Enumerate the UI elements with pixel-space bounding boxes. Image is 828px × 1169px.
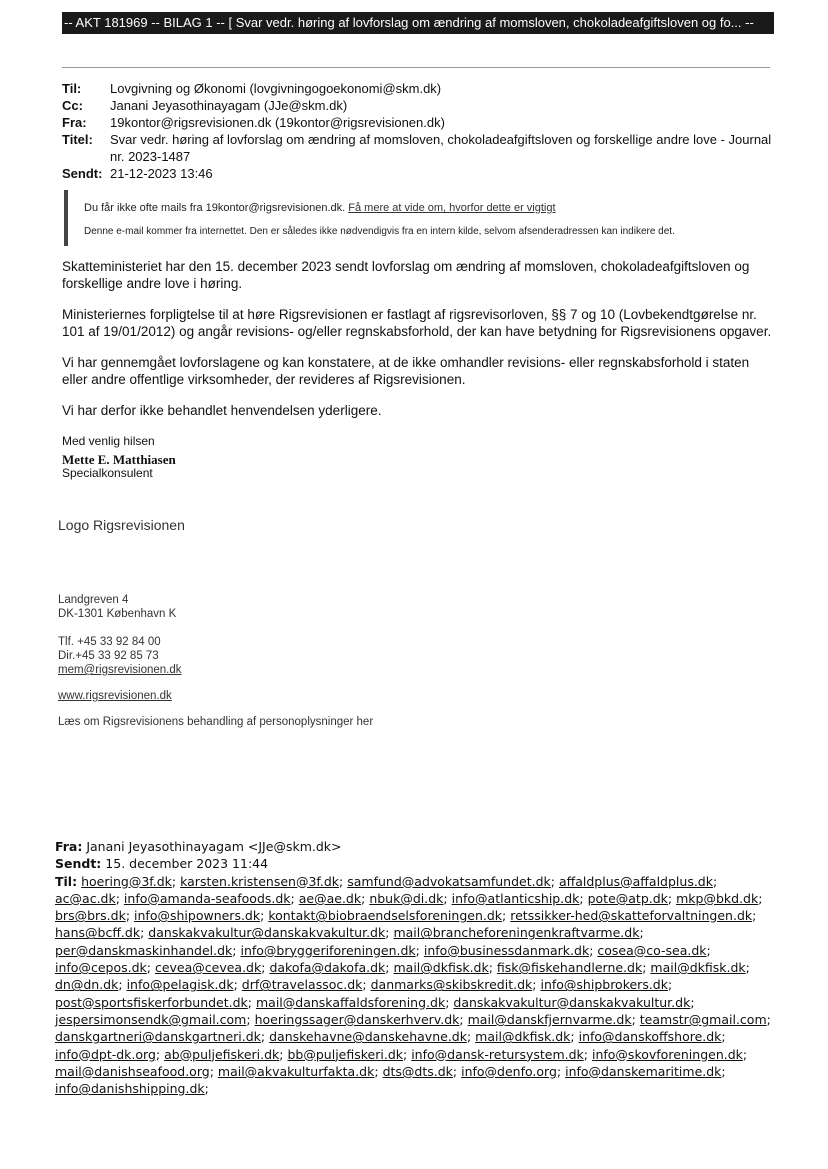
- notice-learn-more-link[interactable]: Få mere at vide om, hvorfor dette er vigtigt: [348, 202, 556, 214]
- recipient-email[interactable]: ac@ac.dk: [55, 890, 116, 906]
- phone: Tlf. +45 33 92 84 00: [58, 636, 161, 648]
- recipient-email[interactable]: mail@dkfisk.dk: [475, 1029, 571, 1045]
- fwd-from-row: [55, 838, 775, 855]
- recipient-email[interactable]: per@danskmaskinhandel.dk: [55, 942, 233, 958]
- body-paragraph-3: Vi har gennemgået lovforslagene og kan konstatere, at de ikke omhandler revisions- eller regnskabsforhold i staten eller andre offentlige virksomheder, der revideres af Rigsrevisionen.: [62, 355, 750, 387]
- recipient-email[interactable]: info@atlanticship.dk: [451, 890, 580, 906]
- to-row: [62, 80, 782, 97]
- recipient-email[interactable]: cosea@co-sea.dk: [597, 942, 707, 958]
- notice-text: Du får ikke ofte mails fra 19kontor@rigsrevisionen.dk.: [84, 202, 346, 214]
- logo-placeholder: Logo Rigsrevisionen: [58, 517, 185, 533]
- body-paragraph-4: Vi har derfor ikke behandlet henvendelsen yderligere.: [62, 403, 382, 418]
- cc-label: Cc:: [62, 98, 83, 113]
- recipient-email[interactable]: kontakt@biobraendselsforeningen.dk: [268, 908, 503, 924]
- recipient-email[interactable]: samfund@advokatsamfundet.dk: [347, 873, 551, 889]
- recipient-email[interactable]: danskehavne@danskehavne.dk: [269, 1029, 467, 1045]
- recipient-email[interactable]: retssikker-hed@skatteforvaltningen.dk: [510, 908, 753, 924]
- recipient-email[interactable]: mail@akvakulturfakta.dk: [217, 1063, 375, 1079]
- forwarded-header: [55, 838, 775, 1097]
- recipient-email[interactable]: mail@dkfisk.dk: [393, 960, 489, 976]
- recipient-email[interactable]: info@shipowners.dk: [134, 908, 261, 924]
- sent-value: 21-12-2023 13:46: [110, 166, 213, 181]
- fwd-to-label: Til:: [55, 873, 78, 889]
- recipient-email[interactable]: info@pelagisk.dk: [126, 977, 234, 993]
- recipient-email[interactable]: danskakvakultur@danskakvakultur.dk: [453, 994, 691, 1010]
- signature-title: Specialkonsulent: [62, 466, 153, 480]
- signature-address: [58, 593, 373, 729]
- recipient-email[interactable]: info@denfo.org: [461, 1063, 557, 1079]
- recipient-email[interactable]: dn@dn.dk: [55, 977, 119, 993]
- recipient-email[interactable]: danskakvakultur@danskakvakultur.dk: [148, 925, 386, 941]
- recipient-email[interactable]: bb@puljefiskeri.dk: [287, 1046, 403, 1062]
- privacy-link[interactable]: Læs om Rigsrevisionens behandling af personoplysninger her: [58, 716, 374, 728]
- from-row: [62, 114, 782, 131]
- body-paragraph-2: Ministeriernes forpligtelse til at høre Rigsrevisionen er fastlagt af rigsrevisorloven, §§ 7 og 10 (Lovbekendtgørelse nr. 101 af 19/01/2012) og angår revisions- og/eller regnskabsforhold, der kan have betydning for Rigsrevisionens opgaver.: [62, 307, 772, 339]
- recipient-email[interactable]: mail@danskaffaldsforening.dk: [256, 994, 446, 1010]
- email-header: [62, 80, 782, 182]
- cc-value: Janani Jeyasothinayagam (JJe@skm.dk): [110, 98, 348, 113]
- recipient-email[interactable]: ab@puljefiskeri.dk: [164, 1046, 280, 1062]
- divider: [62, 67, 770, 68]
- fwd-sent-value: 15. december 2023 11:44: [105, 856, 269, 872]
- greeting: Med venlig hilsen: [62, 434, 155, 448]
- recipient-email[interactable]: danskgartneri@danskgartneri.dk: [55, 1029, 261, 1045]
- recipient-email[interactable]: info@dansk-retursystem.dk: [411, 1046, 584, 1062]
- recipient-email[interactable]: cevea@cevea.dk: [154, 960, 262, 976]
- notice-line-1: [84, 202, 764, 214]
- recipient-email[interactable]: danmarks@skibskredit.dk: [370, 977, 533, 993]
- external-sender-notice: [64, 190, 764, 246]
- title-value: Svar vedr. høring af lovforslag om ændring af momsloven, chokoladeafgiftsloven og forskellige andre love - Journal nr. 2023-1487: [110, 132, 772, 164]
- recipient-email[interactable]: info@dpt-dk.org: [55, 1046, 156, 1062]
- recipient-email[interactable]: info@danskoffshore.dk: [578, 1029, 722, 1045]
- recipient-email[interactable]: info@amanda-seafoods.dk: [123, 890, 291, 906]
- fwd-from-label: Fra:: [55, 839, 83, 854]
- recipient-email[interactable]: affaldplus@affaldplus.dk: [558, 873, 713, 889]
- recipient-email[interactable]: info@cepos.dk: [55, 960, 147, 976]
- recipient-email[interactable]: drf@travelassoc.dk: [241, 977, 363, 993]
- from-label: Fra:: [62, 115, 87, 130]
- to-value: Lovgivning og Økonomi (lovgivningogoekonomi@skm.dk): [110, 81, 442, 96]
- sent-row: [62, 165, 782, 182]
- recipient-email[interactable]: post@sportsfiskerforbundet.dk: [55, 994, 248, 1010]
- website-link[interactable]: www.rigsrevisionen.dk: [58, 690, 172, 702]
- recipient-email[interactable]: info@danskemaritime.dk: [565, 1063, 722, 1079]
- recipient-email[interactable]: mkp@bkd.dk: [676, 890, 759, 906]
- email-body: [62, 258, 774, 464]
- recipient-email[interactable]: teamstr@gmail.com: [639, 1011, 767, 1027]
- recipient-email[interactable]: info@skovforeningen.dk: [591, 1046, 743, 1062]
- recipient-email[interactable]: pote@atp.dk: [587, 890, 668, 906]
- city: DK-1301 København K: [58, 608, 177, 620]
- recipient-email[interactable]: hoeringssager@danskerhverv.dk: [254, 1011, 460, 1027]
- sent-label: Sendt:: [62, 166, 103, 181]
- recipient-email[interactable]: nbuk@di.dk: [369, 890, 444, 906]
- recipient-email[interactable]: hans@bcff.dk: [55, 925, 141, 941]
- recipient-email[interactable]: mail@dkfisk.dk: [650, 960, 746, 976]
- email-link[interactable]: mem@rigsrevisionen.dk: [58, 664, 182, 676]
- fwd-sent-row: [55, 855, 775, 872]
- from-value: 19kontor@rigsrevisionen.dk (19kontor@rigsrevisionen.dk): [110, 115, 445, 130]
- body-paragraph-1: Skatteministeriet har den 15. december 2023 sendt lovforslag om ændring af momsloven, chokoladeafgiftsloven og forskellige andre love i høring.: [62, 259, 750, 291]
- document-banner: -- AKT 181969 -- BILAG 1 -- [ Svar vedr. høring af lovforslag om ændring af momsloven, chokoladeafgiftsloven og fo... --: [62, 12, 774, 34]
- recipient-email[interactable]: hoering@3f.dk: [81, 873, 172, 889]
- recipient-email[interactable]: dts@dts.dk: [382, 1063, 453, 1079]
- recipient-email[interactable]: mail@danishseafood.org: [55, 1063, 210, 1079]
- to-label: Til:: [62, 81, 82, 96]
- cc-row: [62, 97, 782, 114]
- fwd-to-row: Til: hoering@3f.dk; karsten.kristensen@3f.dk; samfund@advokatsamfundet.dk; affaldplus@affaldplus.dk; ac@ac.dk; info@amanda-seafoods.dk; ae@ae.dk; nbuk@di.dk; info@atlanticship.dk; pote@atp.dk; mkp@bkd.dk; brs@brs.dk; info@shipowners.dk; kontakt@biobraendselsforeningen.dk; retssikker-hed@skatteforvaltningen.dk; hans@bcff.dk; danskakvakultur@danskakvakultur.dk; mail@brancheforeningenkraftvarme.dk; per@danskmaskinhandel.dk; info@bryggeriforeningen.dk; info@businessdanmark.dk; cosea@co-sea.dk; info@cepos.dk; cevea@cevea.dk; dakofa@dakofa.dk; mail@dkfisk.dk; fisk@fiskehandlerne.dk; mail@dkfisk.dk; dn@dn.dk; info@pelagisk.dk; drf@travelassoc.dk; danmarks@skibskredit.dk; info@shipbrokers.dk; post@sportsfiskerforbundet.dk; mail@danskaffaldsforening.dk; danskakvakultur@danskakvakultur.dk; jespersimonsendk@gmail.com; hoeringssager@danskerhverv.dk; mail@danskfjernvarme.dk; teamstr@gmail.com; danskgartneri@danskgartneri.dk; danskehavne@danskehavne.dk; mail@dkfisk.dk; info@danskoffshore.dk; info@dpt-dk.org; ab@puljefiskeri.dk; bb@puljefiskeri.dk; info@dansk-retursystem.dk; info@skovforeningen.dk; mail@danishseafood.org; mail@akvakulturfakta.dk; dts@dts.dk; info@denfo.org; info@danskemaritime.dk; info@danishshipping.dk;: [55, 873, 771, 1097]
- recipient-email[interactable]: info@danishshipping.dk: [55, 1081, 205, 1097]
- recipient-email[interactable]: ae@ae.dk: [298, 890, 362, 906]
- fwd-from-value: Janani Jeyasothinayagam <JJe@skm.dk>: [86, 839, 342, 854]
- fwd-sent-label: Sendt:: [55, 856, 102, 872]
- signature-name: Mette E. Matthiasen: [62, 452, 176, 467]
- street: Landgreven 4: [58, 594, 129, 606]
- notice-line-2: Denne e-mail kommer fra internettet. Den er således ikke nødvendigvis fra en intern kilde, selvom afsenderadressen kan indikere det.: [84, 226, 675, 237]
- recipient-email[interactable]: karsten.kristensen@3f.dk: [180, 873, 340, 889]
- title-label: Titel:: [62, 132, 93, 147]
- recipient-email[interactable]: mail@brancheforeningenkraftvarme.dk: [393, 925, 640, 941]
- recipient-email[interactable]: fisk@fiskehandlerne.dk: [496, 960, 643, 976]
- recipient-email[interactable]: info@bryggeriforeningen.dk: [240, 942, 416, 958]
- recipient-email[interactable]: dakofa@dakofa.dk: [269, 960, 386, 976]
- title-row: [62, 131, 782, 165]
- recipient-email[interactable]: brs@brs.dk: [55, 908, 126, 924]
- recipient-email[interactable]: info@businessdanmark.dk: [423, 942, 590, 958]
- recipient-email[interactable]: jespersimonsendk@gmail.com: [55, 1011, 247, 1027]
- direct-phone: Dir.+45 33 92 85 73: [58, 650, 159, 662]
- recipient-email[interactable]: mail@danskfjernvarme.dk: [467, 1011, 632, 1027]
- recipient-email[interactable]: info@shipbrokers.dk: [540, 977, 668, 993]
